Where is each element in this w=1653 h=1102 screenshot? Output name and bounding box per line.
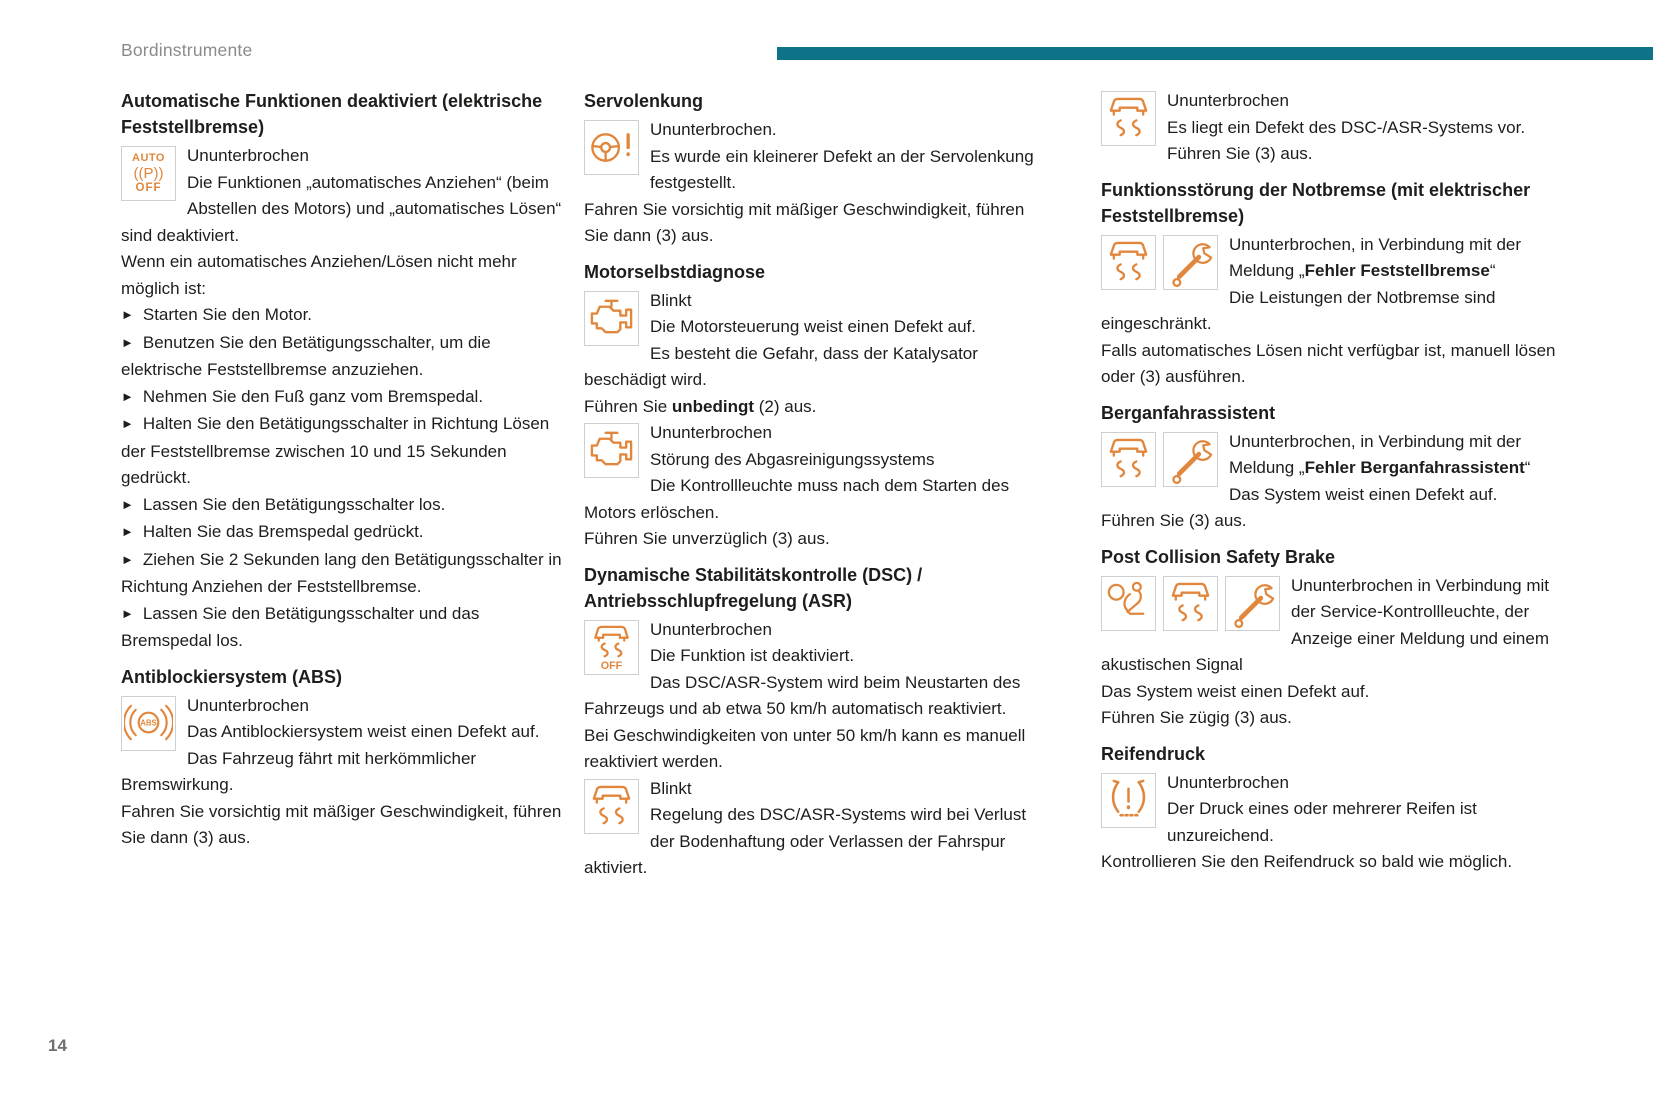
svg-text:OFF: OFF — [600, 659, 623, 672]
esc-warning-icon — [1101, 432, 1156, 487]
indicator-description: Ununterbrochen Störung des Abgasreinigungssystems Die Kontrollleuchte muss nach dem Starten des Motors erlöschen. Führen Sie unverzüglich (3) aus. — [584, 423, 1010, 548]
svg-text:ABS: ABS — [140, 717, 157, 727]
instruction-step: ► Halten Sie den Betätigungsschalter in Richtung Lösen der Feststellbremse zwischen 10 und 15 Sekunden gedrückt. — [121, 411, 573, 492]
indicator-description: Ununterbrochen, in Verbindung mit der Meldung „Fehler Berganfahrassistent“ Das System weist einen Defekt auf. Führen Sie (3) aus. — [1101, 431, 1531, 530]
instruction-step: ► Starten Sie den Motor. — [121, 302, 573, 330]
esc-warning-icon — [1101, 235, 1156, 290]
section-heading: Post Collision Safety Brake — [1101, 546, 1336, 567]
abs-warning-icon — [121, 696, 176, 751]
section-heading: Berganfahrassistent — [1101, 402, 1276, 423]
indicator-icon-row — [584, 423, 639, 478]
instruction-step: ► Lassen Sie den Betätigungsschalter los. — [121, 492, 573, 520]
section-heading: Dynamische Stabilitätskontrolle (DSC) / Antriebsschlupfregelung (ASR) — [584, 564, 923, 611]
indicator-icon-row — [1101, 235, 1218, 290]
indicator-icon-row — [1101, 576, 1280, 631]
steering-warning-icon — [584, 120, 639, 175]
step-arrow-icon: ► — [121, 334, 134, 350]
indicator-icon-row — [1101, 773, 1156, 828]
section-heading: Motorselbstdiagnose — [584, 261, 766, 282]
step-arrow-icon: ► — [121, 605, 134, 621]
indicator-icon-row — [1101, 432, 1218, 487]
header-accent-bar — [777, 47, 1653, 60]
section-heading: Funktionsstörung der Notbremse (mit elektrischer Feststellbremse) — [1101, 179, 1531, 226]
page-header-title: Bordinstrumente — [121, 40, 253, 60]
instruction-step: ► Benutzen Sie den Betätigungsschalter, um die elektrische Feststellbremse anzuziehen. — [121, 330, 573, 384]
section-heading: Reifendruck — [1101, 743, 1206, 764]
step-arrow-icon: ► — [121, 388, 134, 404]
indicator-description: Blinkt Regelung des DSC/ASR-Systems wird bei Verlust der Bodenhaftung oder Verlassen der Fahrspur aktiviert. — [584, 778, 1027, 877]
column-1 — [121, 88, 573, 852]
indicator-icon-row — [584, 779, 639, 834]
step-arrow-icon: ► — [121, 496, 134, 512]
step-arrow-icon: ► — [121, 416, 134, 431]
service-wrench-icon — [1163, 432, 1218, 487]
column-2 — [584, 88, 1036, 882]
airbag-warning-icon — [1101, 576, 1156, 631]
indicator-description: AUTO ((P)) OFF Ununterbrochen Die Funktionen „automatisches Anziehen“ (beim Abstellen des Motors) und „automatisches Lösen“ sind deaktiviert. Wenn ein automatisches Anziehen/Lösen nicht mehr möglich ist: — [121, 146, 562, 298]
esc-warning-icon — [1101, 91, 1156, 146]
indicator-icon-row — [121, 146, 176, 201]
indicator-icon-row — [584, 120, 639, 175]
indicator-description: Ununterbrochen Der Druck eines oder mehrerer Reifen ist unzureichend. Kontrollieren Sie den Reifendruck so bald wie möglich. — [1101, 772, 1513, 871]
step-arrow-icon: ► — [121, 524, 134, 539]
instruction-step: ► Nehmen Sie den Fuß ganz vom Bremspedal. — [121, 384, 573, 412]
indicator-description: Ununterbrochen in Verbindung mit der Service-Kontrollleuchte, der Anzeige einer Meldung und einem akustischen Signal Das System weist einen Defekt auf. Führen Sie zügig (3) aus. — [1101, 575, 1550, 727]
engine-warning-icon — [584, 423, 639, 478]
esc-off-icon — [584, 620, 639, 675]
instruction-step: ► Lassen Sie den Betätigungsschalter und das Bremspedal los. — [121, 601, 573, 655]
page-number: 14 — [48, 1036, 67, 1055]
section-heading: Antiblockiersystem (ABS) — [121, 666, 343, 687]
auto-parking-off-icon: AUTO ((P)) OFF — [121, 146, 176, 201]
indicator-icon-row — [121, 696, 176, 751]
instruction-step: ► Ziehen Sie 2 Sekunden lang den Betätigungsschalter in Richtung Anziehen der Feststellbremse. — [121, 547, 573, 601]
section-heading: Servolenkung — [584, 91, 704, 111]
indicator-description: Ununterbrochen Es liegt ein Defekt des DSC-/ASR-Systems vor. Führen Sie (3) aus. — [1101, 88, 1563, 168]
indicator-description: Blinkt Die Motorsteuerung weist einen Defekt auf. Es besteht die Gefahr, dass der Katalysator beschädigt wird. Führen Sie unbedingt (2) aus. — [584, 290, 978, 416]
indicator-description: Ununterbrochen, in Verbindung mit der Meldung „Fehler Feststellbremse“ Die Leistungen der Notbremse sind eingeschränkt. Falls automatisches Lösen nicht verfügbar ist, manuell lösen oder (3) ausführen. — [1101, 234, 1556, 386]
service-wrench-icon — [1163, 235, 1218, 290]
indicator-icon-row — [584, 291, 639, 346]
tire-pressure-warning-icon — [1101, 773, 1156, 828]
indicator-description: OFF Ununterbrochen Die Funktion ist deaktiviert. Das DSC/ASR-System wird beim Neustarten des Fahrzeugs und ab etwa 50 km/h automatisch reaktiviert. Bei Geschwindigkeiten von unter 50 km/h kann es manuell reaktiviert werden. — [584, 619, 1026, 771]
indicator-description: ABS Ununterbrochen Das Antiblockiersystem weist einen Defekt auf. Das Fahrzeug fährt mit herkömmlicher Bremswirkung. Fahren Sie vorsichtig mit mäßiger Geschwindigkeit, führen Sie dann (3) aus. — [121, 695, 562, 847]
step-arrow-icon: ► — [121, 307, 134, 322]
indicator-icon-row — [584, 620, 639, 675]
service-wrench-icon — [1225, 576, 1280, 631]
step-arrow-icon: ► — [121, 551, 134, 567]
indicator-icon-row — [1101, 91, 1156, 146]
section-heading: Automatische Funktionen deaktiviert (elektrische Feststellbremse) — [121, 91, 543, 137]
indicator-description: Ununterbrochen. Es wurde ein kleinerer Defekt an der Servolenkung festgestellt. Fahren Sie vorsichtig mit mäßiger Geschwindigkeit, führen Sie dann (3) aus. — [584, 120, 1034, 245]
column-3 — [1101, 88, 1563, 876]
esc-warning-icon — [584, 779, 639, 834]
instruction-step: ► Halten Sie das Bremspedal gedrückt. — [121, 519, 573, 547]
esc-warning-icon — [1163, 576, 1218, 631]
engine-warning-icon — [584, 291, 639, 346]
